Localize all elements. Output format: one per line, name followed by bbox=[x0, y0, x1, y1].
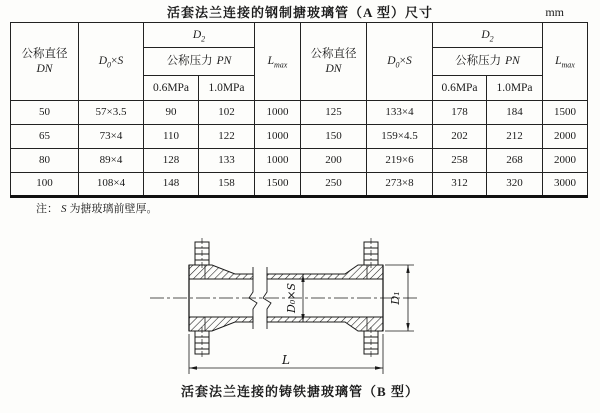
cell: 184 bbox=[487, 101, 543, 125]
label-d0s: D₀×S bbox=[285, 283, 298, 313]
header-06mpa-left: 0.6MPa bbox=[144, 76, 199, 101]
cell: 273×8 bbox=[367, 173, 433, 197]
table-row bbox=[11, 149, 588, 173]
header-06mpa-right: 0.6MPa bbox=[433, 76, 487, 101]
header-d0s-right: $D_0\times S$ bbox=[367, 23, 433, 101]
title-row bbox=[0, 0, 600, 22]
header-d2-left: $D_2$ bbox=[144, 23, 255, 48]
label-d1: D₁ bbox=[389, 291, 402, 305]
cell: 159×4.5 bbox=[367, 125, 433, 149]
cell: 128 bbox=[144, 149, 199, 173]
table-row bbox=[11, 173, 588, 197]
cell: 250 bbox=[301, 173, 367, 197]
pipe-drawing bbox=[0, 218, 600, 378]
cell: 3000 bbox=[543, 173, 588, 197]
cell: 1500 bbox=[543, 101, 588, 125]
cell: 133 bbox=[199, 149, 255, 173]
bolt-top-left bbox=[195, 238, 209, 269]
cell: 212 bbox=[487, 125, 543, 149]
dimension-table bbox=[10, 22, 588, 198]
cell: 202 bbox=[433, 125, 487, 149]
cell: 148 bbox=[144, 173, 199, 197]
cell: 150 bbox=[301, 125, 367, 149]
bolt-bottom-right bbox=[364, 327, 378, 358]
cell: 50 bbox=[11, 101, 79, 125]
table-title: 活套法兰连接的钢制搪玻璃管（A 型）尺寸 bbox=[167, 5, 433, 20]
cell: 268 bbox=[487, 149, 543, 173]
cell: 1000 bbox=[255, 149, 301, 173]
header-10mpa-right: 1.0MPa bbox=[487, 76, 543, 101]
table-row bbox=[11, 101, 588, 125]
cell: 133×4 bbox=[367, 101, 433, 125]
header-pn-left: 公称压力 PN bbox=[144, 48, 255, 76]
cell: 73×4 bbox=[79, 125, 144, 149]
cell: 100 bbox=[11, 173, 79, 197]
bolt-top-right bbox=[364, 238, 378, 269]
header-dn-left: 公称直径 DN bbox=[11, 23, 79, 101]
cell: 122 bbox=[199, 125, 255, 149]
header-dn-right: 公称直径 DN bbox=[301, 23, 367, 101]
cell: 312 bbox=[433, 173, 487, 197]
cell: 1000 bbox=[255, 101, 301, 125]
header-10mpa-left: 1.0MPa bbox=[199, 76, 255, 101]
cell: 1500 bbox=[255, 173, 301, 197]
table-row bbox=[11, 125, 588, 149]
cell: 110 bbox=[144, 125, 199, 149]
cell: 125 bbox=[301, 101, 367, 125]
cell: 80 bbox=[11, 149, 79, 173]
label-l: L bbox=[282, 353, 290, 367]
cell: 158 bbox=[199, 173, 255, 197]
figure-caption: 活套法兰连接的铸铁搪玻璃管（B 型） bbox=[181, 384, 419, 399]
cell: 65 bbox=[11, 125, 79, 149]
cell: 89×4 bbox=[79, 149, 144, 173]
cell: 102 bbox=[199, 101, 255, 125]
table-note: 注： S 为搪玻璃前壁厚。 bbox=[36, 203, 158, 215]
header-pn-right: 公称压力 PN bbox=[433, 48, 543, 76]
cell: 200 bbox=[301, 149, 367, 173]
cell: 2000 bbox=[543, 125, 588, 149]
cell: 1000 bbox=[255, 125, 301, 149]
header-lmax-right: $L_{max}$ bbox=[543, 23, 588, 101]
cell: 219×6 bbox=[367, 149, 433, 173]
cell: 90 bbox=[144, 101, 199, 125]
bolt-bottom-left bbox=[195, 327, 209, 358]
unit-label: mm bbox=[545, 5, 564, 19]
header-lmax-left: $L_{max}$ bbox=[255, 23, 301, 101]
header-d0s-left: $D_0\times S$ bbox=[79, 23, 144, 101]
cell: 57×3.5 bbox=[79, 101, 144, 125]
cell: 258 bbox=[433, 149, 487, 173]
header-d2-right: $D_2$ bbox=[433, 23, 543, 48]
cell: 2000 bbox=[543, 149, 588, 173]
cell: 108×4 bbox=[79, 173, 144, 197]
cell: 320 bbox=[487, 173, 543, 197]
cell: 178 bbox=[433, 101, 487, 125]
